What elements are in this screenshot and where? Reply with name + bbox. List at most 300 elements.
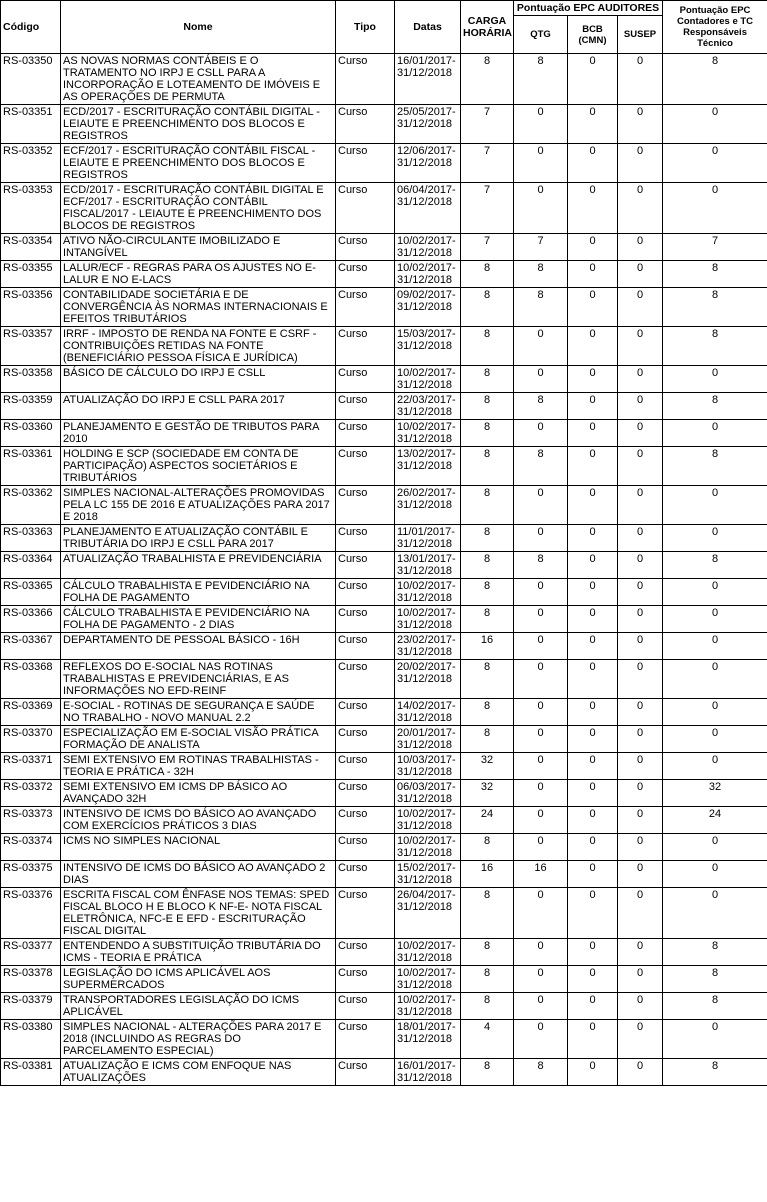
cell-datas: 06/04/2017-31/12/2018	[395, 183, 461, 234]
cell-tipo: Curso	[336, 486, 395, 525]
cell-nome: ESCRITA FISCAL COM ÊNFASE NOS TEMAS: SPED FISCAL BLOCO H E BLOCO K NF-E- NOTA FISCAL ELETRÔNICA, NFC-E E EFD - ESCRITURAÇÃO FISCAL DIGITAL	[61, 888, 336, 939]
table-row	[1, 660, 767, 699]
cell-carga-horaria: 7	[461, 144, 514, 183]
cell-bcb: 0	[568, 420, 618, 447]
cell-bcb: 0	[568, 234, 618, 261]
cell-bcb: 0	[568, 726, 618, 753]
cell-nome: REFLEXOS DO E-SOCIAL NAS ROTINAS TRABALHISTAS E PREVIDENCIÁRIAS, E AS INFORMAÇÕES NO EFD-REINF	[61, 660, 336, 699]
cell-bcb: 0	[568, 105, 618, 144]
cell-carga-horaria: 8	[461, 525, 514, 552]
cell-carga-horaria: 8	[461, 486, 514, 525]
table-row	[1, 486, 767, 525]
cell-tipo: Curso	[336, 753, 395, 780]
cell-codigo: RS-03371	[1, 753, 61, 780]
cell-tipo: Curso	[336, 780, 395, 807]
cell-bcb: 0	[568, 606, 618, 633]
cell-carga-horaria: 24	[461, 807, 514, 834]
cell-susep: 0	[618, 888, 663, 939]
header-datas: Datas	[395, 1, 461, 54]
table-row	[1, 633, 767, 660]
cell-nome: CÁLCULO TRABALHISTA E PEVIDENCIÁRIO NA FOLHA DE PAGAMENTO - 2 DIAS	[61, 606, 336, 633]
cell-contadores: 8	[663, 993, 767, 1020]
cell-nome: AS NOVAS NORMAS CONTÁBEIS E O TRATAMENTO NO IRPJ E CSLL PARA A INCORPORAÇÃO E LOTEAMENTO DE IMÓVEIS E AS OPERAÇÕES DE PERMUTA	[61, 54, 336, 105]
cell-codigo: RS-03356	[1, 288, 61, 327]
cell-contadores: 8	[663, 447, 767, 486]
cell-susep: 0	[618, 699, 663, 726]
cell-bcb: 0	[568, 525, 618, 552]
table-row	[1, 54, 767, 105]
cell-bcb: 0	[568, 939, 618, 966]
cell-carga-horaria: 8	[461, 888, 514, 939]
cell-qtg: 0	[514, 888, 568, 939]
cell-datas: 13/02/2017-31/12/2018	[395, 447, 461, 486]
cell-susep: 0	[618, 327, 663, 366]
cell-nome: BÁSICO DE CÁLCULO DO IRPJ E CSLL	[61, 366, 336, 393]
cell-bcb: 0	[568, 753, 618, 780]
header-susep: SUSEP	[618, 16, 663, 54]
table-row	[1, 606, 767, 633]
cell-datas: 11/01/2017-31/12/2018	[395, 525, 461, 552]
cell-carga-horaria: 8	[461, 552, 514, 579]
table-row	[1, 834, 767, 861]
cell-qtg: 0	[514, 579, 568, 606]
table-row	[1, 807, 767, 834]
table-row	[1, 420, 767, 447]
cell-tipo: Curso	[336, 105, 395, 144]
cell-qtg: 16	[514, 861, 568, 888]
cell-datas: 15/03/2017-31/12/2018	[395, 327, 461, 366]
cell-qtg: 0	[514, 753, 568, 780]
cell-bcb: 0	[568, 393, 618, 420]
cell-susep: 0	[618, 633, 663, 660]
cell-datas: 10/02/2017-31/12/2018	[395, 234, 461, 261]
cell-nome: ECF/2017 - ESCRITURAÇÃO CONTÁBIL FISCAL - LEIAUTE E PREENCHIMENTO DOS BLOCOS E REGISTROS	[61, 144, 336, 183]
cell-susep: 0	[618, 807, 663, 834]
cell-codigo: RS-03361	[1, 447, 61, 486]
cell-tipo: Curso	[336, 939, 395, 966]
table-row	[1, 552, 767, 579]
cell-bcb: 0	[568, 144, 618, 183]
cell-datas: 06/03/2017-31/12/2018	[395, 780, 461, 807]
header-bcb: BCB (CMN)	[568, 16, 618, 54]
cell-codigo: RS-03377	[1, 939, 61, 966]
cell-datas: 10/02/2017-31/12/2018	[395, 966, 461, 993]
cell-carga-horaria: 8	[461, 966, 514, 993]
cell-bcb: 0	[568, 780, 618, 807]
table-body	[1, 54, 767, 1086]
cell-datas: 10/02/2017-31/12/2018	[395, 420, 461, 447]
cell-nome: LEGISLAÇÃO DO ICMS APLICÁVEL AOS SUPERMERCADOS	[61, 966, 336, 993]
cell-susep: 0	[618, 1059, 663, 1086]
cell-datas: 15/02/2017-31/12/2018	[395, 861, 461, 888]
cell-codigo: RS-03372	[1, 780, 61, 807]
cell-datas: 10/02/2017-31/12/2018	[395, 579, 461, 606]
cell-tipo: Curso	[336, 327, 395, 366]
cell-carga-horaria: 8	[461, 420, 514, 447]
cell-tipo: Curso	[336, 288, 395, 327]
cell-susep: 0	[618, 780, 663, 807]
cell-codigo: RS-03373	[1, 807, 61, 834]
table-row	[1, 753, 767, 780]
cell-codigo: RS-03374	[1, 834, 61, 861]
cell-qtg: 0	[514, 144, 568, 183]
cell-datas: 14/02/2017-31/12/2018	[395, 699, 461, 726]
cell-bcb: 0	[568, 183, 618, 234]
cell-susep: 0	[618, 486, 663, 525]
table-row	[1, 261, 767, 288]
cell-tipo: Curso	[336, 888, 395, 939]
cell-tipo: Curso	[336, 726, 395, 753]
cell-susep: 0	[618, 447, 663, 486]
cell-susep: 0	[618, 861, 663, 888]
cell-tipo: Curso	[336, 966, 395, 993]
cell-tipo: Curso	[336, 834, 395, 861]
table-row	[1, 993, 767, 1020]
cell-bcb: 0	[568, 660, 618, 699]
cell-tipo: Curso	[336, 699, 395, 726]
cell-codigo: RS-03352	[1, 144, 61, 183]
cell-codigo: RS-03366	[1, 606, 61, 633]
cell-contadores: 0	[663, 525, 767, 552]
cell-nome: ATUALIZAÇÃO E ICMS COM ENFOQUE NAS ATUALIZAÇÕES	[61, 1059, 336, 1086]
cell-contadores: 0	[663, 699, 767, 726]
cell-qtg: 0	[514, 327, 568, 366]
cell-contadores: 0	[663, 633, 767, 660]
cell-datas: 10/02/2017-31/12/2018	[395, 261, 461, 288]
cell-contadores: 8	[663, 288, 767, 327]
cell-nome: CONTABILIDADE SOCIETÁRIA E DE CONVERGÊNCIA ÀS NORMAS INTERNACIONAIS E EFEITOS TRIBUTÁRIOS	[61, 288, 336, 327]
cell-contadores: 0	[663, 144, 767, 183]
cell-contadores: 0	[663, 1020, 767, 1059]
cell-tipo: Curso	[336, 525, 395, 552]
cell-carga-horaria: 8	[461, 579, 514, 606]
cell-qtg: 8	[514, 447, 568, 486]
cell-tipo: Curso	[336, 393, 395, 420]
cell-nome: E-SOCIAL - ROTINAS DE SEGURANÇA E SAÚDE NO TRABALHO - NOVO MANUAL 2.2	[61, 699, 336, 726]
cell-qtg: 0	[514, 525, 568, 552]
table-row	[1, 699, 767, 726]
cell-datas: 10/02/2017-31/12/2018	[395, 834, 461, 861]
cell-contadores: 0	[663, 753, 767, 780]
table-row	[1, 393, 767, 420]
cell-qtg: 8	[514, 552, 568, 579]
cell-tipo: Curso	[336, 144, 395, 183]
cell-codigo: RS-03365	[1, 579, 61, 606]
cell-carga-horaria: 8	[461, 939, 514, 966]
cell-qtg: 0	[514, 780, 568, 807]
cell-susep: 0	[618, 939, 663, 966]
table-row	[1, 144, 767, 183]
cell-qtg: 0	[514, 807, 568, 834]
cell-codigo: RS-03376	[1, 888, 61, 939]
header-codigo: Código	[1, 1, 61, 54]
table-row	[1, 579, 767, 606]
cell-susep: 0	[618, 261, 663, 288]
table-row	[1, 939, 767, 966]
cell-qtg: 8	[514, 393, 568, 420]
table-row	[1, 1059, 767, 1086]
cell-datas: 22/03/2017-31/12/2018	[395, 393, 461, 420]
cell-tipo: Curso	[336, 183, 395, 234]
cell-qtg: 8	[514, 261, 568, 288]
cell-bcb: 0	[568, 888, 618, 939]
cell-qtg: 0	[514, 486, 568, 525]
cell-tipo: Curso	[336, 807, 395, 834]
cell-contadores: 32	[663, 780, 767, 807]
cell-carga-horaria: 8	[461, 393, 514, 420]
cell-nome: SIMPLES NACIONAL-ALTERAÇÕES PROMOVIDAS PELA LC 155 DE 2016 E ATUALIZAÇÕES PARA 2017 E 2018	[61, 486, 336, 525]
cell-tipo: Curso	[336, 606, 395, 633]
cell-carga-horaria: 8	[461, 834, 514, 861]
cell-contadores: 0	[663, 660, 767, 699]
cell-qtg: 0	[514, 1020, 568, 1059]
cell-bcb: 0	[568, 54, 618, 105]
cell-qtg: 8	[514, 288, 568, 327]
table-row	[1, 525, 767, 552]
table-row	[1, 288, 767, 327]
cell-codigo: RS-03370	[1, 726, 61, 753]
cell-carga-horaria: 8	[461, 993, 514, 1020]
cell-codigo: RS-03359	[1, 393, 61, 420]
cell-tipo: Curso	[336, 1059, 395, 1086]
cell-contadores: 8	[663, 552, 767, 579]
cell-nome: PLANEJAMENTO E GESTÃO DE TRIBUTOS PARA 2010	[61, 420, 336, 447]
cell-bcb: 0	[568, 861, 618, 888]
cell-datas: 26/02/2017-31/12/2018	[395, 486, 461, 525]
cell-nome: ATUALIZAÇÃO DO IRPJ E CSLL PARA 2017	[61, 393, 336, 420]
table-row	[1, 726, 767, 753]
cell-susep: 0	[618, 183, 663, 234]
cell-nome: TRANSPORTADORES LEGISLAÇÃO DO ICMS APLICÁVEL	[61, 993, 336, 1020]
cell-codigo: RS-03380	[1, 1020, 61, 1059]
table-header	[1, 1, 767, 54]
table-row	[1, 366, 767, 393]
table-row	[1, 888, 767, 939]
cell-contadores: 8	[663, 939, 767, 966]
header-tipo: Tipo	[336, 1, 395, 54]
cell-datas: 20/02/2017-31/12/2018	[395, 660, 461, 699]
cell-tipo: Curso	[336, 234, 395, 261]
table-row	[1, 780, 767, 807]
cell-qtg: 8	[514, 1059, 568, 1086]
cell-bcb: 0	[568, 579, 618, 606]
cell-datas: 10/02/2017-31/12/2018	[395, 606, 461, 633]
cell-nome: SEMI EXTENSIVO EM ROTINAS TRABALHISTAS - TEORIA E PRÁTICA - 32H	[61, 753, 336, 780]
cell-susep: 0	[618, 966, 663, 993]
table-row	[1, 861, 767, 888]
cell-qtg: 0	[514, 726, 568, 753]
cell-codigo: RS-03355	[1, 261, 61, 288]
cell-datas: 10/02/2017-31/12/2018	[395, 366, 461, 393]
cell-codigo: RS-03379	[1, 993, 61, 1020]
cell-tipo: Curso	[336, 993, 395, 1020]
cell-carga-horaria: 32	[461, 753, 514, 780]
cell-datas: 10/02/2017-31/12/2018	[395, 807, 461, 834]
cell-datas: 18/01/2017-31/12/2018	[395, 1020, 461, 1059]
cell-bcb: 0	[568, 327, 618, 366]
header-nome: Nome	[61, 1, 336, 54]
cell-carga-horaria: 8	[461, 699, 514, 726]
cell-bcb: 0	[568, 699, 618, 726]
cell-carga-horaria: 7	[461, 183, 514, 234]
cell-datas: 23/02/2017-31/12/2018	[395, 633, 461, 660]
cell-contadores: 0	[663, 486, 767, 525]
cell-nome: INTENSIVO DE ICMS DO BÁSICO AO AVANÇADO 2 DIAS	[61, 861, 336, 888]
cell-contadores: 0	[663, 726, 767, 753]
cell-codigo: RS-03357	[1, 327, 61, 366]
cell-bcb: 0	[568, 966, 618, 993]
cell-contadores: 0	[663, 606, 767, 633]
cell-contadores: 7	[663, 234, 767, 261]
table-row	[1, 105, 767, 144]
cell-datas: 16/01/2017-31/12/2018	[395, 54, 461, 105]
cell-codigo: RS-03350	[1, 54, 61, 105]
cell-qtg: 0	[514, 183, 568, 234]
cell-nome: ENTENDENDO A SUBSTITUIÇÃO TRIBUTÁRIA DO ICMS - TEORIA E PRÁTICA	[61, 939, 336, 966]
header-pontuacao-auditores: Pontuação EPC AUDITORES	[514, 1, 663, 16]
cell-bcb: 0	[568, 552, 618, 579]
cell-bcb: 0	[568, 366, 618, 393]
cell-datas: 12/06/2017-31/12/2018	[395, 144, 461, 183]
cell-contadores: 8	[663, 261, 767, 288]
cell-nome: ATIVO NÃO-CIRCULANTE IMOBILIZADO E INTANGÍVEL	[61, 234, 336, 261]
cell-tipo: Curso	[336, 54, 395, 105]
cell-carga-horaria: 16	[461, 861, 514, 888]
cell-nome: ESPECIALIZAÇÃO EM E-SOCIAL VISÃO PRÁTICA FORMAÇÃO DE ANALISTA	[61, 726, 336, 753]
cell-nome: INTENSIVO DE ICMS DO BÁSICO AO AVANÇADO COM EXERCÍCIOS PRÁTICOS 3 DIAS	[61, 807, 336, 834]
cell-contadores: 0	[663, 888, 767, 939]
cell-qtg: 0	[514, 993, 568, 1020]
cell-susep: 0	[618, 552, 663, 579]
cell-bcb: 0	[568, 1020, 618, 1059]
cell-codigo: RS-03378	[1, 966, 61, 993]
cell-codigo: RS-03364	[1, 552, 61, 579]
cell-bcb: 0	[568, 486, 618, 525]
cell-nome: ICMS NO SIMPLES NACIONAL	[61, 834, 336, 861]
cell-bcb: 0	[568, 288, 618, 327]
cell-susep: 0	[618, 525, 663, 552]
cell-datas: 10/02/2017-31/12/2018	[395, 939, 461, 966]
cell-carga-horaria: 8	[461, 261, 514, 288]
cell-datas: 16/01/2017-31/12/2018	[395, 1059, 461, 1086]
cell-carga-horaria: 8	[461, 366, 514, 393]
table-row	[1, 234, 767, 261]
table-row	[1, 447, 767, 486]
cell-datas: 26/04/2017-31/12/2018	[395, 888, 461, 939]
cell-codigo: RS-03354	[1, 234, 61, 261]
cell-tipo: Curso	[336, 420, 395, 447]
cell-carga-horaria: 8	[461, 288, 514, 327]
cell-carga-horaria: 8	[461, 660, 514, 699]
cell-contadores: 8	[663, 966, 767, 993]
cell-nome: SIMPLES NACIONAL - ALTERAÇÕES PARA 2017 E 2018 (INCLUINDO AS REGRAS DO PARCELAMENTO ESPECIAL)	[61, 1020, 336, 1059]
cell-bcb: 0	[568, 993, 618, 1020]
cell-nome: PLANEJAMENTO E ATUALIZAÇÃO CONTÁBIL E TRIBUTÁRIA DO IRPJ E CSLL PARA 2017	[61, 525, 336, 552]
cell-codigo: RS-03353	[1, 183, 61, 234]
cell-tipo: Curso	[336, 861, 395, 888]
cell-codigo: RS-03358	[1, 366, 61, 393]
table-row	[1, 183, 767, 234]
cell-susep: 0	[618, 579, 663, 606]
cell-contadores: 0	[663, 861, 767, 888]
cell-nome: DEPARTAMENTO DE PESSOAL BÁSICO - 16H	[61, 633, 336, 660]
table-row	[1, 1020, 767, 1059]
cell-datas: 10/03/2017-31/12/2018	[395, 753, 461, 780]
header-carga-horaria: CARGA HORÁRIA	[461, 1, 514, 54]
cell-bcb: 0	[568, 834, 618, 861]
cell-carga-horaria: 32	[461, 780, 514, 807]
cell-datas: 25/05/2017-31/12/2018	[395, 105, 461, 144]
cell-codigo: RS-03351	[1, 105, 61, 144]
cell-susep: 0	[618, 420, 663, 447]
cell-codigo: RS-03369	[1, 699, 61, 726]
cell-nome: ATUALIZAÇÃO TRABALHISTA E PREVIDENCIÁRIA	[61, 552, 336, 579]
cell-qtg: 7	[514, 234, 568, 261]
table-row	[1, 966, 767, 993]
cell-datas: 13/01/2017-31/12/2018	[395, 552, 461, 579]
cell-susep: 0	[618, 393, 663, 420]
cell-susep: 0	[618, 144, 663, 183]
cell-susep: 0	[618, 726, 663, 753]
cell-contadores: 8	[663, 327, 767, 366]
cell-carga-horaria: 8	[461, 327, 514, 366]
cell-susep: 0	[618, 234, 663, 261]
cell-qtg: 0	[514, 633, 568, 660]
cell-carga-horaria: 8	[461, 606, 514, 633]
cell-carga-horaria: 4	[461, 1020, 514, 1059]
cell-qtg: 0	[514, 105, 568, 144]
cell-susep: 0	[618, 288, 663, 327]
cell-codigo: RS-03367	[1, 633, 61, 660]
cell-bcb: 0	[568, 261, 618, 288]
cell-contadores: 8	[663, 54, 767, 105]
cell-qtg: 0	[514, 966, 568, 993]
cell-codigo: RS-03381	[1, 1059, 61, 1086]
cell-codigo: RS-03375	[1, 861, 61, 888]
cell-contadores: 0	[663, 579, 767, 606]
cell-contadores: 0	[663, 105, 767, 144]
cell-nome: ECD/2017 - ESCRITURAÇÃO CONTÁBIL DIGITAL - LEIAUTE E PREENCHIMENTO DOS BLOCOS E REGISTROS	[61, 105, 336, 144]
cell-qtg: 8	[514, 54, 568, 105]
cell-tipo: Curso	[336, 660, 395, 699]
cell-nome: ECD/2017 - ESCRITURAÇÃO CONTÁBIL DIGITAL E ECF/2017 - ESCRITURAÇÃO CONTÁBIL FISCAL/2017 - LEIAUTE E PREENCHIMENTO DOS BLOCOS DE REGISTROS	[61, 183, 336, 234]
cell-carga-horaria: 16	[461, 633, 514, 660]
cell-susep: 0	[618, 660, 663, 699]
cell-codigo: RS-03363	[1, 525, 61, 552]
cell-carga-horaria: 8	[461, 54, 514, 105]
cell-contadores: 8	[663, 393, 767, 420]
table-row	[1, 327, 767, 366]
cell-qtg: 0	[514, 420, 568, 447]
cell-qtg: 0	[514, 939, 568, 966]
cell-nome: SEMI EXTENSIVO EM ICMS DP BÁSICO AO AVANÇADO 32H	[61, 780, 336, 807]
cell-carga-horaria: 8	[461, 726, 514, 753]
header-qtg: QTG	[514, 16, 568, 54]
cell-codigo: RS-03362	[1, 486, 61, 525]
cell-tipo: Curso	[336, 366, 395, 393]
cell-qtg: 0	[514, 699, 568, 726]
cell-carga-horaria: 8	[461, 1059, 514, 1086]
cell-carga-horaria: 7	[461, 234, 514, 261]
cell-bcb: 0	[568, 1059, 618, 1086]
cell-bcb: 0	[568, 447, 618, 486]
cell-tipo: Curso	[336, 633, 395, 660]
cell-qtg: 0	[514, 660, 568, 699]
cell-nome: LALUR/ECF - REGRAS PARA OS AJUSTES NO E-LALUR E NO E-LACS	[61, 261, 336, 288]
cell-contadores: 0	[663, 420, 767, 447]
header-pontuacao-contadores: Pontuação EPC Contadores e TC Responsáveis Técnico	[663, 1, 767, 54]
cell-codigo: RS-03368	[1, 660, 61, 699]
